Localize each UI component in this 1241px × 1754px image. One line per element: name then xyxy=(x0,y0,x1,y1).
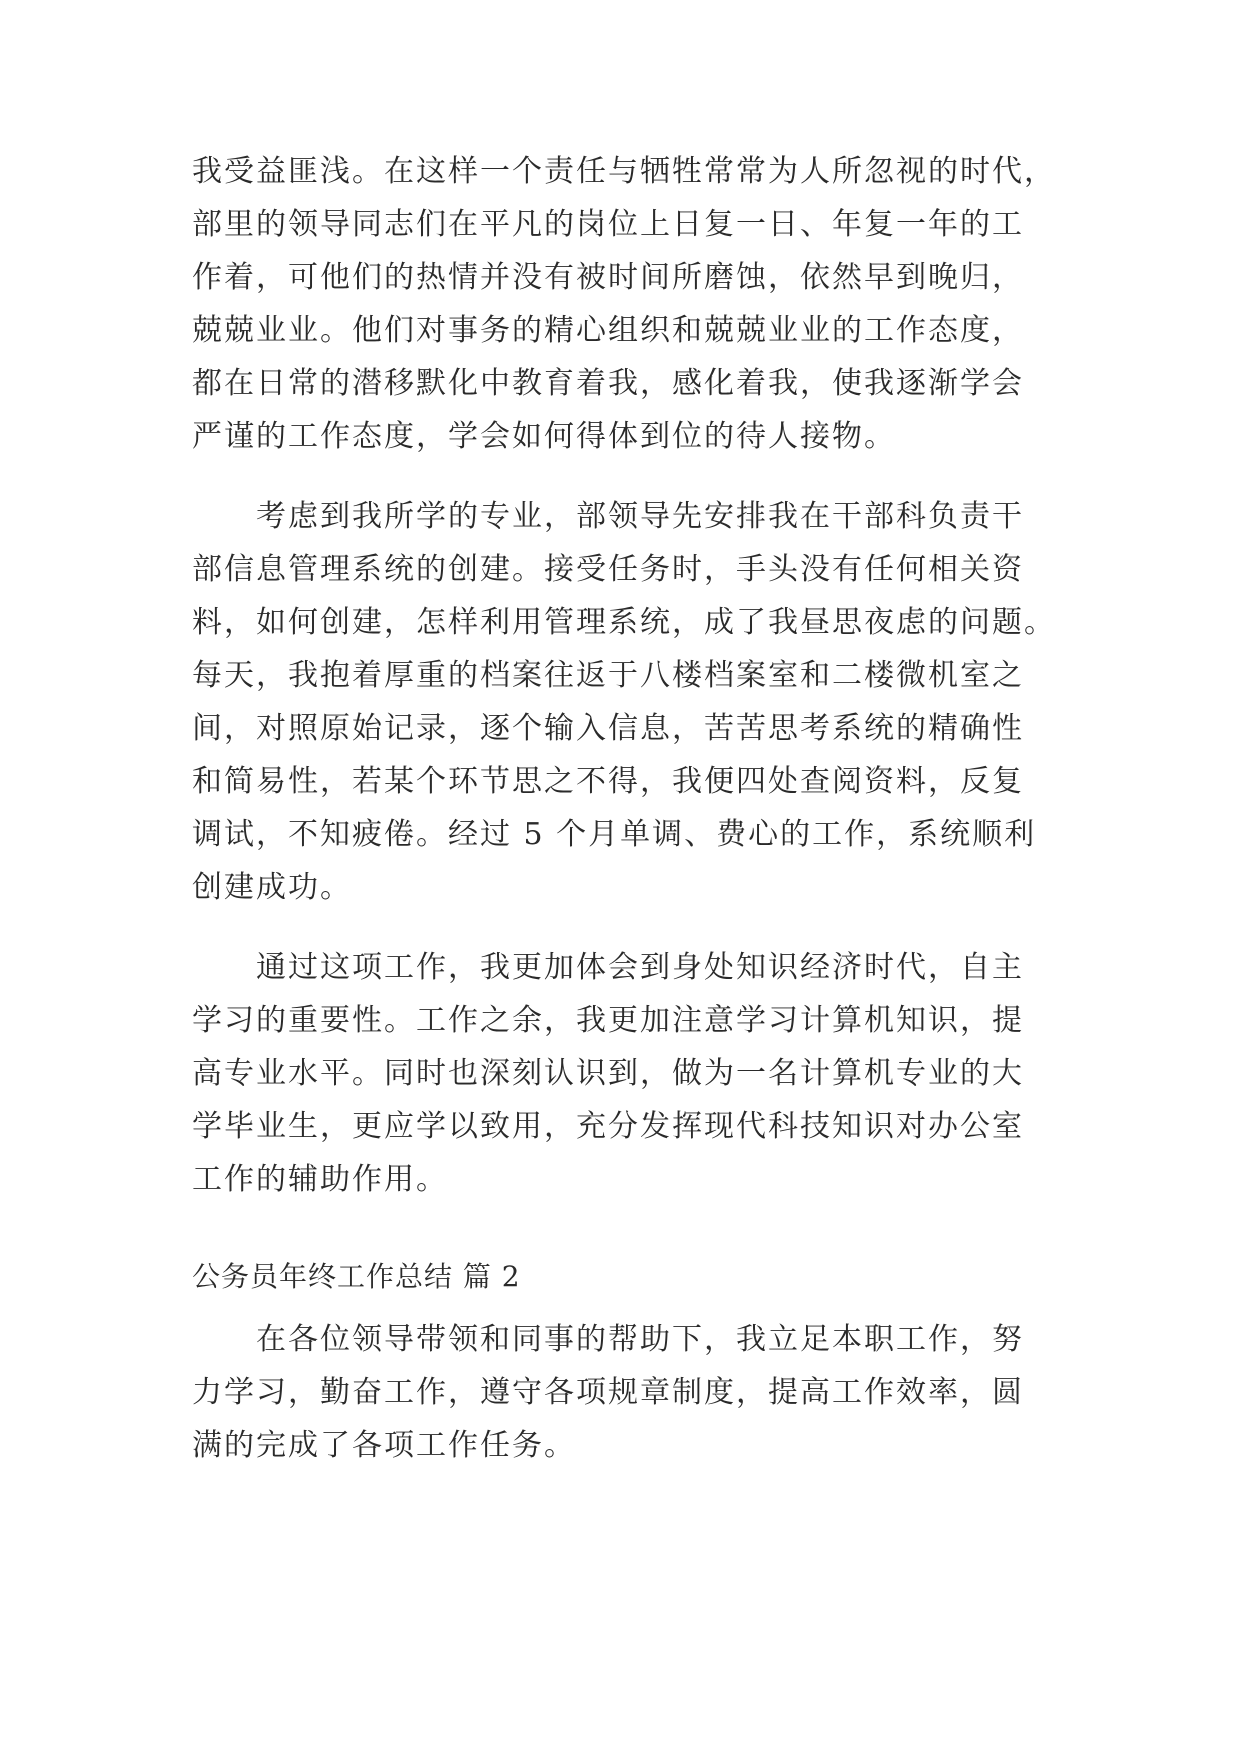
text-line: 创建成功。 xyxy=(192,870,352,905)
text-line: 严谨的工作态度，学会如何得体到位的待人接物。 xyxy=(192,419,896,454)
text-line: 间，对照原始记录，逐个输入信息，苦苦思考系统的精确性 xyxy=(192,711,1024,746)
text-line: 部里的领导同志们在平凡的岗位上日复一日、年复一年的工 xyxy=(192,207,1024,242)
text-line: 我受益匪浅。在这样一个责任与牺牲常常为人所忽视的时代， xyxy=(192,154,1056,189)
text-line: 作着，可他们的热情并没有被时间所磨蚀，依然早到晚归， xyxy=(192,260,1024,295)
text-line: 调试，不知疲倦。经过 5 个月单调、费心的工作，系统顺利 xyxy=(192,817,1037,852)
text-line: 高专业水平。同时也深刻认识到，做为一名计算机专业的大 xyxy=(192,1056,1024,1091)
text-line: 料，如何创建，怎样利用管理系统，成了我昼思夜虑的问题。 xyxy=(192,605,1056,640)
text-line: 考虑到我所学的专业，部领导先安排我在干部科负责干 xyxy=(256,499,1024,534)
text-line: 学毕业生，更应学以致用，充分发挥现代科技知识对办公室 xyxy=(192,1109,1024,1144)
text-line: 部信息管理系统的创建。接受任务时，手头没有任何相关资 xyxy=(192,552,1024,587)
section-heading: 公务员年终工作总结 篇 2 xyxy=(192,1260,521,1293)
text-line: 满的完成了各项工作任务。 xyxy=(192,1428,576,1463)
text-line: 在各位领导带领和同事的帮助下，我立足本职工作，努 xyxy=(256,1322,1024,1357)
text-line: 工作的辅助作用。 xyxy=(192,1162,448,1197)
text-line: 兢兢业业。他们对事务的精心组织和兢兢业业的工作态度， xyxy=(192,313,1024,348)
text-line: 学习的重要性。工作之余，我更加注意学习计算机知识，提 xyxy=(192,1003,1024,1038)
text-line: 通过这项工作，我更加体会到身处知识经济时代，自主 xyxy=(256,950,1024,985)
text-line: 和简易性，若某个环节思之不得，我便四处查阅资料，反复 xyxy=(192,764,1024,799)
text-line: 力学习，勤奋工作，遵守各项规章制度，提高工作效率，圆 xyxy=(192,1375,1024,1410)
text-line: 每天，我抱着厚重的档案往返于八楼档案室和二楼微机室之 xyxy=(192,658,1024,693)
text-line: 都在日常的潜移默化中教育着我，感化着我，使我逐渐学会 xyxy=(192,366,1024,401)
